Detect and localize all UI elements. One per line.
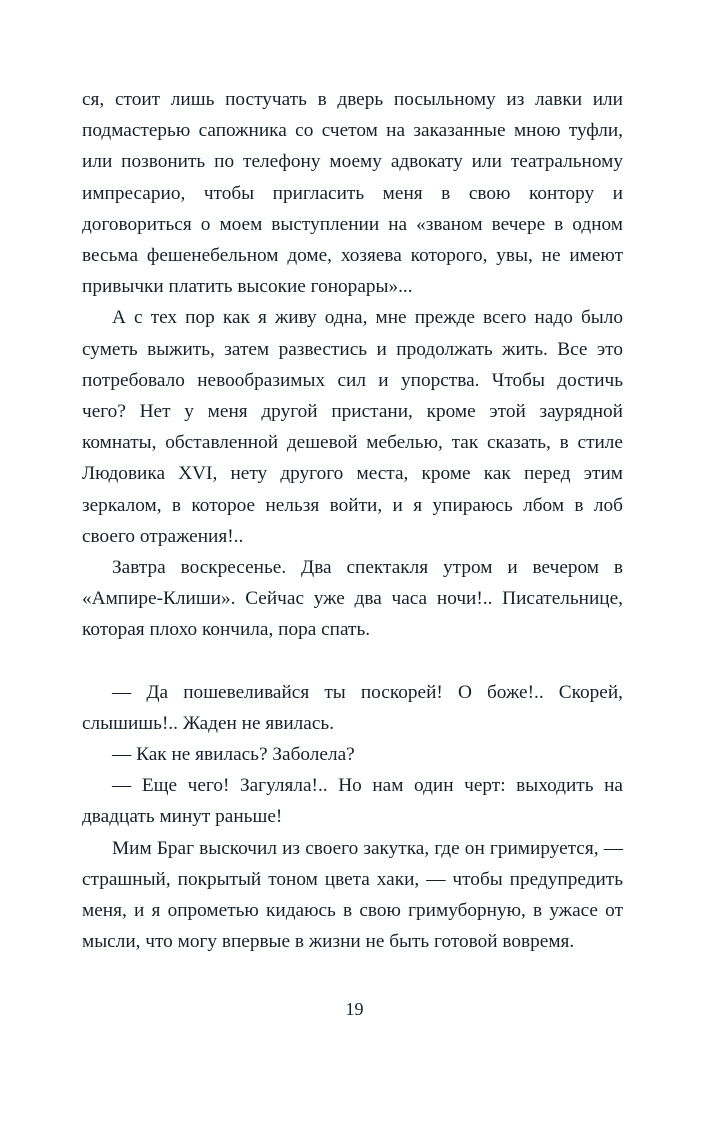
paragraph: Завтра воскресенье. Два спектакля утром и вечером в «Ампире-Клиши». Сейчас уже два часа ночи!.. Писательнице, которая плохо кончила, пора спать. [82, 557, 623, 641]
section-break [82, 646, 623, 677]
page-number: 19 [345, 999, 364, 1019]
dialogue-line: — Да пошевеливайся ты поскорей! О боже!.. Скорей, слышишь!.. Жаден не явилась. [82, 681, 623, 734]
paragraph: Мим Браг выскочил из своего закутка, где он гримируется, — страшный, покрытый тоном цвета хаки, — чтобы предупредить меня, и я опрометью кидаюсь в свою гримуборную, в ужасе от мысли, что могу впервые в жизни не быть готовой вовремя. [82, 837, 623, 953]
dialogue-line: — Как не явилась? Заболела? [112, 744, 355, 766]
paragraph-continued: ся, стоит лишь постучать в дверь посыльному из лавки или подмастерью сапожника со счетом на заказанные мною туфли, или позвонить по телефону моему адвокату или театральному импресарио, чтобы пригласить меня в свою контору и договориться о моем выступлении на «званом вечере в одном весьма фешенебельном доме, хозяева которого, увы, не имеют привычки платить высокие гонорары»... [82, 89, 623, 298]
dialogue-line: — Еще чего! Загуляла!.. Но нам один черт: выходить на двадцать минут раньше! [82, 775, 623, 828]
paragraph: А с тех пор как я живу одна, мне прежде всего надо было суметь выжить, затем развестись и продолжать жить. Все это потребовало невообразимых сил и упорства. Чтобы достичь чего? Нет у меня другой пристани, кроме этой заурядной комнаты, обставленной дешевой мебелью, так сказать, в стиле Людовика XVI, нету другого места, кроме как перед этим зеркалом, в которое нельзя войти, и я упираюсь лбом в лоб своего отражения!.. [82, 307, 623, 547]
page-body [82, 84, 623, 957]
